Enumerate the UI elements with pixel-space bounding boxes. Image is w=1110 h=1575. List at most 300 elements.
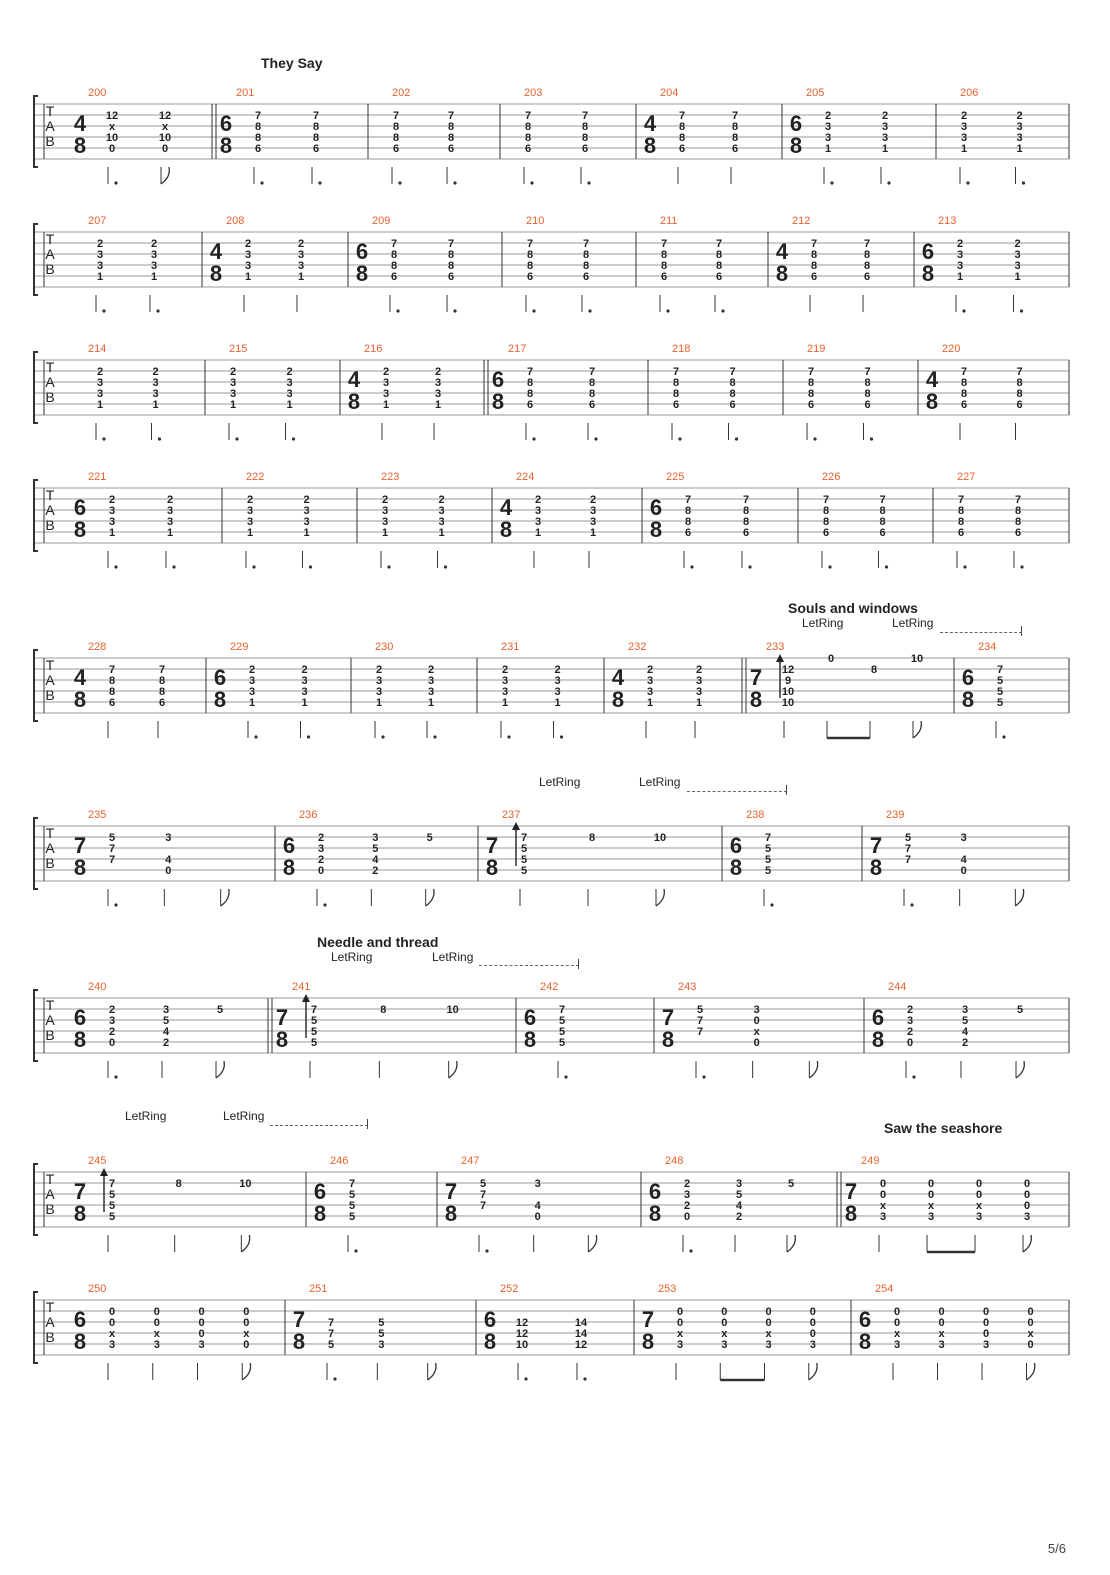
rhythm-dot [453,181,456,184]
fret-number: 3 [960,832,967,844]
measure-number: 246 [330,1155,349,1167]
fret-number: 8 [879,505,886,517]
tab-clef-letter: T [45,487,55,503]
time-signature-numerator: 4 [347,367,361,392]
rhythm-dot [1020,565,1023,568]
fret-number: 2 [96,238,104,250]
time-signature-numerator: 6 [313,1179,327,1204]
fret-number: 0 [108,1306,116,1318]
tab-clef-letter: A [45,502,55,518]
fret-number: 0 [153,1306,160,1318]
measure-number: 238 [746,809,765,821]
tab-clef-letter: A [45,118,55,134]
fret-number: 2 [96,366,104,378]
fret-number: 3 [150,260,158,272]
fret-number: 5 [904,832,912,844]
fret-number: 3 [382,388,390,400]
fret-number: 6 [108,697,116,709]
fret-number: 5 [216,1004,224,1016]
fret-number: 8 [588,832,596,844]
fret-number: 7 [526,366,534,378]
fret-number: 0 [765,1306,772,1318]
rhythm-dot [885,565,888,568]
fret-number: 2 [303,494,310,506]
time-signature-numerator: 7 [73,833,87,858]
measure-number: 225 [666,471,685,483]
fret-number: 6 [957,527,965,539]
fret-number: 7 [447,238,455,250]
fret-number: 3 [676,1339,684,1351]
time-signature-denominator: 8 [209,261,223,286]
fret-number: 8 [108,675,116,687]
fret-number: 0 [893,1317,901,1329]
time-signature-denominator: 8 [648,1201,662,1226]
measure-number: 206 [960,87,979,99]
fret-number: 3 [879,1211,887,1223]
fret-number: 0 [982,1317,990,1329]
fret-number: 1 [438,527,445,539]
time-signature-denominator: 8 [869,855,883,880]
fret-number: 2 [301,664,308,676]
fret-number: 12 [515,1328,529,1340]
measure-number: 201 [236,87,255,99]
fret-number: 1 [301,697,308,709]
eighth-flag [809,1061,817,1078]
rhythm-dot [485,1249,488,1252]
fret-number: 5 [327,1339,335,1351]
tab-clef-letter: T [45,1171,55,1187]
fret-number: 1 [554,697,561,709]
fret-number: 3 [378,1339,385,1351]
fret-number: 0 [1023,1200,1031,1212]
fret-number: 6 [526,399,534,411]
fret-number: 3 [96,260,104,272]
fret-number: 3 [589,516,597,528]
rhythm-dot [966,181,969,184]
fret-number: 8 [807,377,815,389]
time-signature-denominator: 8 [73,1329,87,1354]
time-signature-denominator: 8 [73,855,87,880]
fret-number: 4 [735,1200,743,1212]
rhythm-dot [587,181,590,184]
fret-number: 3 [229,388,237,400]
fret-number: 3 [881,121,889,133]
fret-number: 8 [175,1178,182,1190]
fret-number: 1 [589,527,597,539]
fret-number: 3 [248,675,256,687]
rhythm-dot [158,437,161,440]
fret-number: 12 [515,1317,529,1329]
fret-number: x [893,1328,901,1340]
fret-number: 7 [678,110,686,122]
fret-number: 7 [479,1200,487,1212]
time-signature-numerator: 7 [661,1005,675,1030]
eighth-flag [449,1061,457,1078]
fret-number: 8 [960,377,968,389]
fret-number: 10 [105,132,119,144]
time-signature-numerator: 6 [789,111,803,136]
fret-number: 8 [447,260,455,272]
fret-number: 2 [881,110,889,122]
rhythm-dot [689,1249,692,1252]
time-signature-numerator: 7 [444,1179,458,1204]
measure-number: 234 [978,641,997,653]
fret-number: 10 [910,653,924,665]
fret-number: 1 [1014,271,1021,283]
fret-number: 0 [975,1178,983,1190]
fret-number: 3 [96,249,104,261]
measure-number: 253 [658,1283,677,1295]
fret-number: 10 [653,832,667,844]
fret-number: 0 [243,1317,250,1329]
time-signature-numerator: 6 [73,1307,87,1332]
fret-number: 3 [382,377,390,389]
measure-number: 241 [292,981,311,993]
fret-number: 3 [96,388,104,400]
fret-number: 8 [729,388,736,400]
rhythm-dot [564,1075,567,1078]
section-label-souls-and-windows: Souls and windows [788,600,918,616]
fret-number: 6 [390,271,398,283]
fret-number: 4 [960,854,967,866]
time-signature-denominator: 8 [641,1329,655,1354]
eighth-flag [1027,1363,1035,1380]
time-signature-numerator: 7 [844,1179,858,1204]
measure-number: 240 [88,981,107,993]
fret-number: 0 [108,1037,116,1049]
fret-number: 6 [822,527,830,539]
fret-number: 8 [582,260,590,272]
fret-number: 5 [696,1004,704,1016]
tab-clef-letter: A [45,1012,55,1028]
fret-number: x [243,1328,250,1340]
fret-number: 8 [524,121,532,133]
fret-number: 0 [927,1178,935,1190]
measure-number: 217 [508,343,527,355]
rhythm-dot [721,309,724,312]
rhythm-dot [702,1075,705,1078]
fret-number: 8 [672,388,680,400]
fret-number: 6 [312,143,320,155]
fret-number: 0 [753,1015,760,1027]
tab-clef-letter: A [45,1314,55,1330]
tab-clef-letter: B [45,1027,55,1043]
fret-number: 3 [982,1339,990,1351]
fret-number: 3 [956,249,964,261]
system-bracket [34,1292,38,1363]
rhythm-dot [830,181,833,184]
time-signature-numerator: 7 [641,1307,655,1332]
time-signature-denominator: 8 [73,517,87,542]
fret-number: 5 [764,854,772,866]
fret-number: 7 [731,110,739,122]
fret-number: 3 [534,505,542,517]
let-ring-marker: LetRing [223,1109,265,1123]
fret-number: 5 [558,1037,566,1049]
fret-number: 8 [863,260,871,272]
fret-number: 3 [303,505,310,517]
fret-number: 1 [150,271,158,283]
fret-number: 7 [108,843,116,855]
rhythm-dot [307,735,310,738]
system-bracket [34,990,38,1061]
fret-number: x [938,1328,945,1340]
rhythm-dot [114,1075,117,1078]
fret-number: 8 [1016,388,1023,400]
fret-number: 7 [447,110,455,122]
fret-number: 6 [807,399,815,411]
fret-number: 2 [960,110,968,122]
fret-number: 2 [244,238,252,250]
time-signature-denominator: 8 [649,517,663,542]
measure-number: 212 [792,215,811,227]
fret-number: 5 [520,843,528,855]
rhythm-dot [887,181,890,184]
let-ring-end [367,1119,368,1129]
time-signature-numerator: 6 [483,1307,497,1332]
tab-clef-letter: B [45,133,55,149]
fret-number: 8 [742,505,750,517]
measure-number: 215 [229,343,248,355]
fret-number: 1 [824,143,832,155]
time-signature-numerator: 4 [611,665,625,690]
fret-number: 7 [479,1189,487,1201]
fret-number: 8 [254,121,262,133]
fret-number: 0 [153,1317,160,1329]
fret-number: 2 [438,494,445,506]
fret-number: 8 [312,132,320,144]
fret-number: 7 [729,366,736,378]
tab-clef-letter: T [45,103,55,119]
time-signature-denominator: 8 [73,1027,87,1052]
fret-number: 0 [1023,1178,1031,1190]
fret-number: 8 [864,388,871,400]
page-number: 5/6 [1047,1541,1066,1556]
measure-number: 204 [660,87,679,99]
fret-number: 6 [392,143,400,155]
time-signature-numerator: 7 [275,1005,289,1030]
fret-number: 0 [676,1317,684,1329]
fret-number: 1 [501,697,509,709]
fret-number: 14 [574,1317,588,1329]
rhythm-dot [770,903,773,906]
time-signature-numerator: 4 [925,367,939,392]
fret-number: 8 [526,377,534,389]
fret-number: 7 [327,1328,335,1340]
rhythm-dot [381,735,384,738]
fret-number: 0 [982,1306,990,1318]
fret-number: 3 [427,686,435,698]
measure-number: 239 [886,809,905,821]
rhythm-dot [396,309,399,312]
fret-number: 3 [246,505,254,517]
fret-number: 0 [534,1211,541,1223]
tab-clef-letter: T [45,231,55,247]
fret-number: 7 [310,1004,318,1016]
fret-number: 3 [434,377,442,389]
fret-number: 5 [378,1317,385,1329]
fret-number: 0 [975,1189,983,1201]
fret-number: 8 [158,686,166,698]
rhythm-dot [594,437,597,440]
fret-number: 7 [996,664,1004,676]
time-signature-numerator: 6 [219,111,233,136]
fret-number: 1 [646,697,654,709]
measure-number: 224 [516,471,535,483]
measure-number: 228 [88,641,107,653]
fret-number: 3 [229,377,237,389]
fret-number: 8 [957,516,965,528]
fret-number: 6 [158,697,166,709]
fret-number: 3 [301,686,308,698]
fret-number: 10 [239,1178,252,1190]
fret-number: 0 [765,1317,772,1329]
fret-number: x [161,121,169,133]
fret-number: 3 [534,1178,541,1190]
fret-number: 3 [589,505,597,517]
measure-number: 244 [888,981,907,993]
time-signature-numerator: 6 [213,665,227,690]
fret-number: 7 [742,494,750,506]
fret-number: 0 [108,1317,116,1329]
fret-number: 5 [787,1178,795,1190]
rhythm-dot [156,309,159,312]
rhythm-dot [398,181,401,184]
fret-number: 1 [881,143,889,155]
system-bracket [34,1164,38,1235]
fret-number: 3 [166,505,174,517]
fret-number: 3 [906,1015,914,1027]
eighth-flag [242,1363,250,1380]
fret-number: 3 [375,675,383,687]
time-signature-numerator: 4 [775,239,789,264]
fret-number: 1 [956,271,964,283]
fret-number: 8 [715,260,723,272]
fret-number: 6 [684,527,692,539]
fret-number: 3 [246,516,254,528]
fret-number: 6 [729,399,736,411]
fret-number: 8 [742,516,750,528]
rhythm-dot [260,181,263,184]
time-signature-denominator: 8 [844,1201,858,1226]
fret-number: 2 [317,832,325,844]
rhythm-dot [588,309,591,312]
fret-number: 8 [447,249,455,261]
fret-number: 3 [108,505,116,517]
fret-number: 3 [375,686,383,698]
fret-number: 8 [1014,516,1022,528]
fret-number: 2 [683,1178,691,1190]
fret-number: 7 [879,494,886,506]
fret-number: 3 [961,1004,969,1016]
fret-number: 3 [96,377,104,389]
fret-number: 5 [348,1189,356,1201]
fret-number: 7 [960,366,968,378]
tab-clef-letter: T [45,1299,55,1315]
time-signature-numerator: 6 [729,833,743,858]
fret-number: 3 [372,832,379,844]
fret-number: x [153,1328,160,1340]
rhythm-dot [354,1249,357,1252]
fret-number: 3 [162,1004,170,1016]
system-bracket [34,352,38,423]
fret-number: 1 [166,527,174,539]
fret-number: 2 [589,494,597,506]
tab-clef-letter: T [45,825,55,841]
rhythm-dot [963,565,966,568]
fret-number: 8 [807,388,815,400]
fret-number: 8 [870,664,878,676]
fret-number: 7 [810,238,818,250]
fret-number: 7 [558,1004,566,1016]
fret-number: 2 [683,1200,691,1212]
fret-number: 3 [438,516,445,528]
rhythm-dot [530,181,533,184]
fret-number: 3 [1023,1211,1031,1223]
fret-number: 5 [108,832,116,844]
rhythm-dot [387,565,390,568]
let-ring-marker: LetRing [432,950,474,964]
fret-number: 5 [558,1015,566,1027]
time-signature-denominator: 8 [485,855,499,880]
fret-number: x [108,121,116,133]
fret-number: 7 [520,832,528,844]
fret-number: 1 [108,527,116,539]
fret-number: 3 [956,260,964,272]
fret-number: 2 [961,1037,969,1049]
fret-number: 8 [526,388,534,400]
fret-number: 3 [301,675,308,687]
fret-number: 3 [244,260,252,272]
measure-number: 220 [942,343,961,355]
fret-number: 3 [198,1339,205,1351]
tab-clef-letter: T [45,657,55,673]
fret-number: 8 [879,516,886,528]
fret-number: 1 [297,271,305,283]
fret-number: 4 [162,1026,170,1038]
fret-number: 8 [380,1004,387,1016]
fret-number: x [879,1200,887,1212]
fret-number: x [676,1328,684,1340]
let-ring-marker: LetRing [639,775,681,789]
fret-number: 2 [152,366,159,378]
time-signature-numerator: 6 [523,1005,537,1030]
measure-number: 231 [501,641,520,653]
fret-number: 2 [246,494,254,506]
section-label-saw-the-seashore: Saw the seashore [884,1120,1003,1136]
fret-number: 8 [392,132,400,144]
fret-number: 1 [427,697,435,709]
fret-number: 8 [447,132,455,144]
fret-number: 0 [809,1328,816,1340]
fret-number: 1 [375,697,383,709]
let-ring-extension [687,791,787,792]
measure-number: 243 [678,981,697,993]
fret-number: 8 [390,260,398,272]
let-ring-marker: LetRing [331,950,373,964]
time-signature-numerator: 4 [73,665,87,690]
system-bracket [34,96,38,167]
fret-number: 8 [810,249,818,261]
rhythm-dot [912,1075,915,1078]
fret-number: 0 [960,865,967,877]
tab-clef-letter: A [45,672,55,688]
fret-number: 3 [735,1178,743,1190]
fret-number: 6 [715,271,723,283]
fret-number: 0 [317,865,325,877]
measure-number: 250 [88,1283,107,1295]
rhythm-dot [114,565,117,568]
